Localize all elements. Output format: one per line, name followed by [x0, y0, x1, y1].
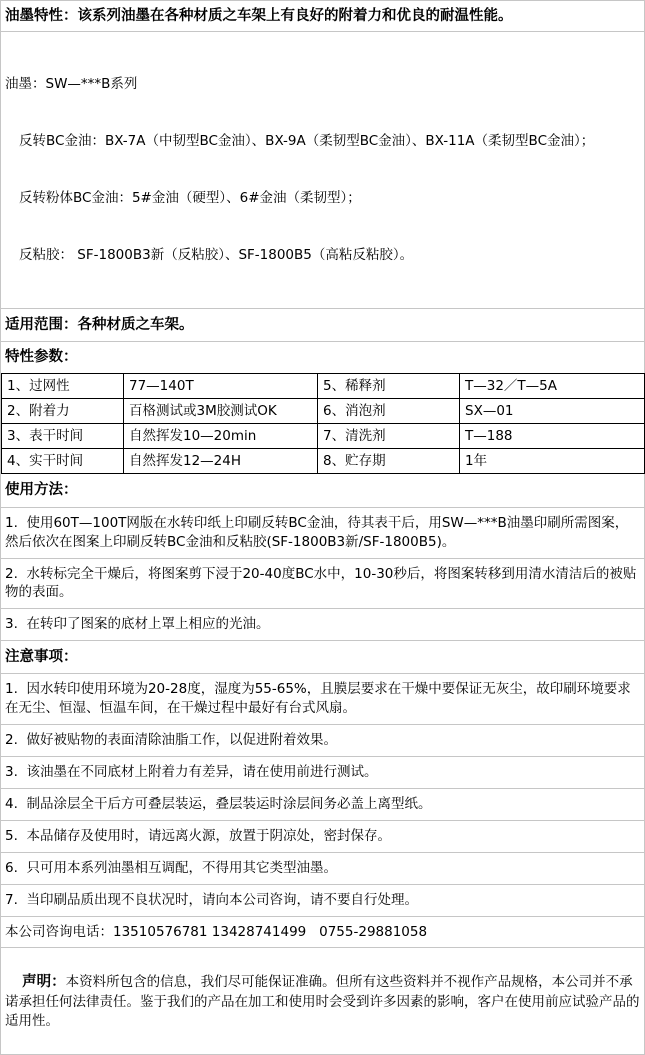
params-title: 特性参数：	[5, 349, 78, 366]
contact-phone-line: 本公司咨询电话：13510576781 13428741499 0755-29881058	[1, 917, 644, 949]
scope-line: 适用范围：各种材质之车架。	[1, 309, 644, 342]
param-value-cell: SX—01	[460, 399, 645, 424]
note-item-5: 5. 本品储存及使用时，请远离火源，放置于阴凉处，密封保存。	[1, 821, 644, 853]
note-item-2: 2. 做好被贴物的表面清除油脂工作，以促进附着效果。	[1, 725, 644, 757]
note-item-1: 1. 因水转印使用环境为20-28度，湿度为55-65%，且膜层要求在干燥中要保证无灰尘，故印刷环境要求在无尘、恒湿、恒温车间，在干燥过程中最好有台式风扇。	[1, 674, 644, 725]
ink-series-line: 油墨：SW—***B系列	[5, 76, 138, 93]
ink-section	[1, 32, 644, 309]
params-table	[1, 373, 645, 474]
param-value-cell: 自然挥发10—20min	[124, 424, 318, 449]
param-label-cell: 5、稀释剂	[318, 374, 460, 399]
note-item-7: 7. 当印刷品质出现不良状况时，请向本公司咨询，请不要自行处理。	[1, 885, 644, 917]
param-value-cell: T—32／T—5A	[460, 374, 645, 399]
params-row	[2, 449, 645, 474]
usage-item-3: 3. 在转印了图案的底材上罩上相应的光油。	[1, 609, 644, 641]
param-value-cell: T—188	[460, 424, 645, 449]
ink-line-powder-bc: 反转粉体BC金油：5#金油（硬型）、6#金油（柔韧型）；	[19, 189, 361, 206]
declaration-label: 声明：	[22, 974, 66, 991]
param-label-cell: 3、表干时间	[2, 424, 124, 449]
params-row	[2, 424, 645, 449]
declaration-text: 本资料所包含的信息，我们尽可能保证准确。但所有这些资料并不视作产品规格，本公司并不承诺承担任何法律责任。鉴于我们的产品在加工和使用时会受到许多因素的影响，客户在使用前应试验产品的适用性。	[5, 974, 640, 1029]
params-row	[2, 399, 645, 424]
declaration-section	[1, 948, 644, 1054]
note-item-6: 6. 只可用本系列油墨相互调配，不得用其它类型油墨。	[1, 853, 644, 885]
param-label-cell: 1、过网性	[2, 374, 124, 399]
ink-line-antistick: 反粘胶： SF-1800B3新（反粘胶）、SF-1800B5（高粘反粘胶）。	[19, 246, 414, 263]
params-row	[2, 374, 645, 399]
param-label-cell: 4、实干时间	[2, 449, 124, 474]
param-label-cell: 8、贮存期	[318, 449, 460, 474]
param-value-cell: 77—140T	[124, 374, 318, 399]
note-item-4: 4. 制品涂层全干后方可叠层装运，叠层装运时涂层间务必盖上离型纸。	[1, 789, 644, 821]
notes-title: 注意事项：	[1, 641, 644, 674]
usage-item-2: 2. 水转标完全干燥后，将图案剪下浸于20-40度BC水中，10-30秒后，将图案转移到用清水清洁后的被贴物的表面。	[1, 559, 644, 610]
page-title: 油墨特性：该系列油墨在各种材质之车架上有良好的附着力和优良的耐温性能。	[1, 1, 644, 32]
param-value-cell: 自然挥发12—24H	[124, 449, 318, 474]
param-label-cell: 2、附着力	[2, 399, 124, 424]
param-label-cell: 7、清洗剂	[318, 424, 460, 449]
param-value-cell: 1年	[460, 449, 645, 474]
ink-line-reverse-bc: 反转BC金油：BX-7A（中韧型BC金油）、BX-9A（柔韧型BC金油）、BX-11A（柔韧型BC金油）；	[19, 133, 595, 150]
param-value-cell: 百格测试或3M胶测试OK	[124, 399, 318, 424]
usage-item-1: 1. 使用60T—100T网版在水转印纸上印刷反转BC金油，待其表干后，用SW—***B油墨印刷所需图案，然后依次在图案上印刷反转BC金油和反粘胶(SF-1800B3新/SF-1800B5)。	[1, 508, 644, 559]
param-label-cell: 6、消泡剂	[318, 399, 460, 424]
note-item-3: 3. 该油墨在不同底材上附着力有差异，请在使用前进行测试。	[1, 757, 644, 789]
usage-title: 使用方法：	[1, 474, 644, 507]
